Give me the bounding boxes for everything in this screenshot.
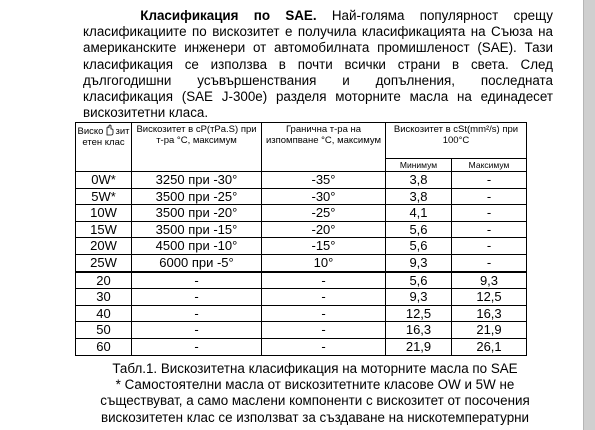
table-row: 25W 6000 при -5° 10° 9,3 - <box>76 254 527 271</box>
sae-viscosity-table <box>75 122 527 356</box>
col-class-header: Виско зит етен клас <box>76 123 132 172</box>
table-row: 15W 3500 при -15° -20° 5,6 - <box>76 221 527 238</box>
caption-note-line: * Самостоятелни масла от вискозитетните класове OW и 5W не <box>115 377 515 393</box>
hand-pointer-icon <box>104 124 114 136</box>
table-row: 5W* 3500 при -25° -30° 3,8 - <box>76 188 527 205</box>
caption-title: Табл.1. Вискозитетна класификация на моторните масла по SAE <box>112 361 518 376</box>
table-row: 60 - - 21,9 26,1 <box>76 338 527 355</box>
paragraph-text: Най-голяма популярност срещу класификациите по вискозитет е получила класификацията на Съюза на американските инженери от автомобилната промишленост (SAE). Тази класификация се използва в почти всички страни в света. След дългогодишни усъвършенствания и допълнения, последната класификация (SAE J-300e) разделя моторните масла на единадесет вискозитетни класа. <box>83 8 553 121</box>
table-row: 20W 4500 при -10° -15° 5,6 - <box>76 238 527 255</box>
col-max-header: Максимум <box>452 159 527 172</box>
table-row: 50 - - 16,3 21,9 <box>76 322 527 339</box>
table-row: 40 - - 12,5 16,3 <box>76 305 527 322</box>
col-high-temp-header: Вискозитет в cSt(mm²/s) при 100°C <box>386 123 527 159</box>
col-pump-temp-header: Гранична т-ра на изпомпване °C, максимум <box>262 123 386 172</box>
table-row: 10W 3500 при -20° -25° 4,1 - <box>76 205 527 222</box>
col-low-temp-header: Вискозитет в cP(тPa.S) при т-ра °C, максимум <box>132 123 262 172</box>
intro-paragraph <box>83 8 553 121</box>
caption-note-line: съществуват, а само маслени компоненти с вискозитет от посочения <box>100 393 530 409</box>
section-heading: Класификация по SAE. <box>140 8 317 23</box>
col-min-header: Минимум <box>386 159 452 172</box>
table-row: 20 - - 5,6 9,3 <box>76 272 527 289</box>
table-row: 0W* 3250 при -30° -35° 3,8 - <box>76 172 527 189</box>
document-body <box>83 8 553 121</box>
window-edge <box>583 0 595 430</box>
table-row: 30 - - 9,3 12,5 <box>76 289 527 306</box>
table-caption <box>95 361 535 426</box>
caption-note-line: вискозитетен клас се използват за създаване на нискотемпературни <box>100 409 530 425</box>
